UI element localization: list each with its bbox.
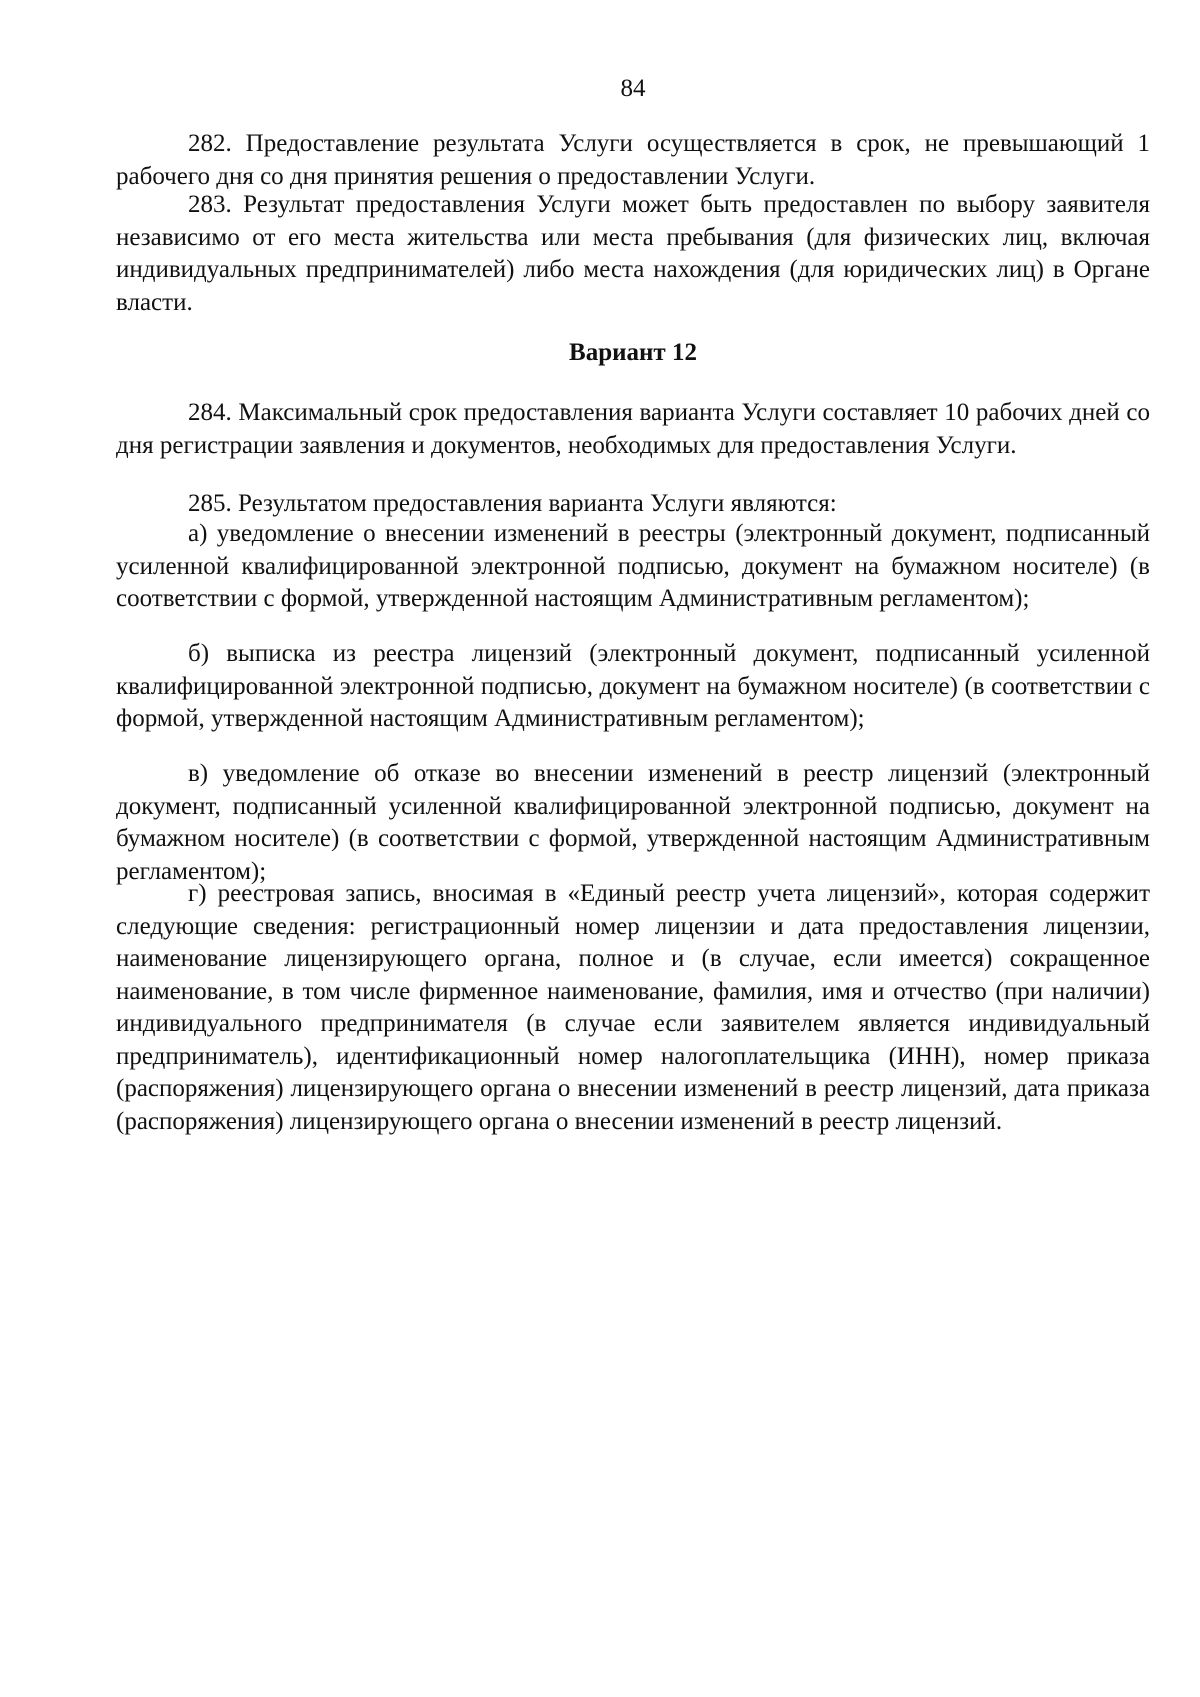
page-number: 84 bbox=[620, 75, 646, 102]
list-item-v: в) уведомление об отказе во внесении изменений в реестр лицензий (электронный документ, подписанный усиленной квалифицированной электронной подписью, документ на бумажном носителе) (в соответствии с формой, утвержденной настоящим Административным регламентом); bbox=[116, 760, 1150, 885]
document-page bbox=[116, 0, 1150, 1697]
paragraph-282: 282. Предоставление результата Услуги осуществляется в срок, не превышающий 1 рабочего дня со дня принятия решения о предоставлении Услуги. bbox=[116, 130, 1150, 190]
paragraph-283: 283. Результат предоставления Услуги может быть предоставлен по выбору заявителя независимо от его места жительства или места пребывания (для физических лиц, включая индивидуальных предпринимателей) либо места нахождения (для юридических лиц) в Органе власти. bbox=[116, 191, 1150, 316]
list-item-g: г) реестровая запись, вносимая в «Единый реестр учета лицензий», которая содержит следующие сведения: регистрационный номер лицензии и дата предоставления лицензии, наименование лицензирующего органа, полное и (в случае, если имеется) сокращенное наименование, в том числе фирменное наименование, фамилия, имя и отчество (при наличии) индивидуального предпринимателя (в случае если заявителем является индивидуальный предприниматель), идентификационный номер налогоплательщика (ИНН), номер приказа (распоряжения) лицензирующего органа о внесении изменений в реестр лицензий, дата приказа (распоряжения) лицензирующего органа о внесении изменений в реестр лицензий. bbox=[116, 880, 1150, 1135]
paragraph-284: 284. Максимальный срок предоставления варианта Услуги составляет 10 рабочих дней со дня регистрации заявления и документов, необходимых для предоставления Услуги. bbox=[116, 399, 1150, 459]
list-item-a: а) уведомление о внесении изменений в реестры (электронный документ, подписанный усиленной квалифицированной электронной подписью, документ на бумажном носителе) (в соответствии с формой, утвержденной настоящим Административным регламентом); bbox=[116, 520, 1150, 612]
paragraph-285: 285. Результатом предоставления варианта Услуги являются: bbox=[188, 490, 837, 517]
section-heading: Вариант 12 bbox=[569, 339, 697, 366]
list-item-b: б) выписка из реестра лицензий (электронный документ, подписанный усиленной квалифицированной электронной подписью, документ на бумажном носителе) (в соответствии с формой, утвержденной настоящим Административным регламентом); bbox=[116, 640, 1150, 732]
